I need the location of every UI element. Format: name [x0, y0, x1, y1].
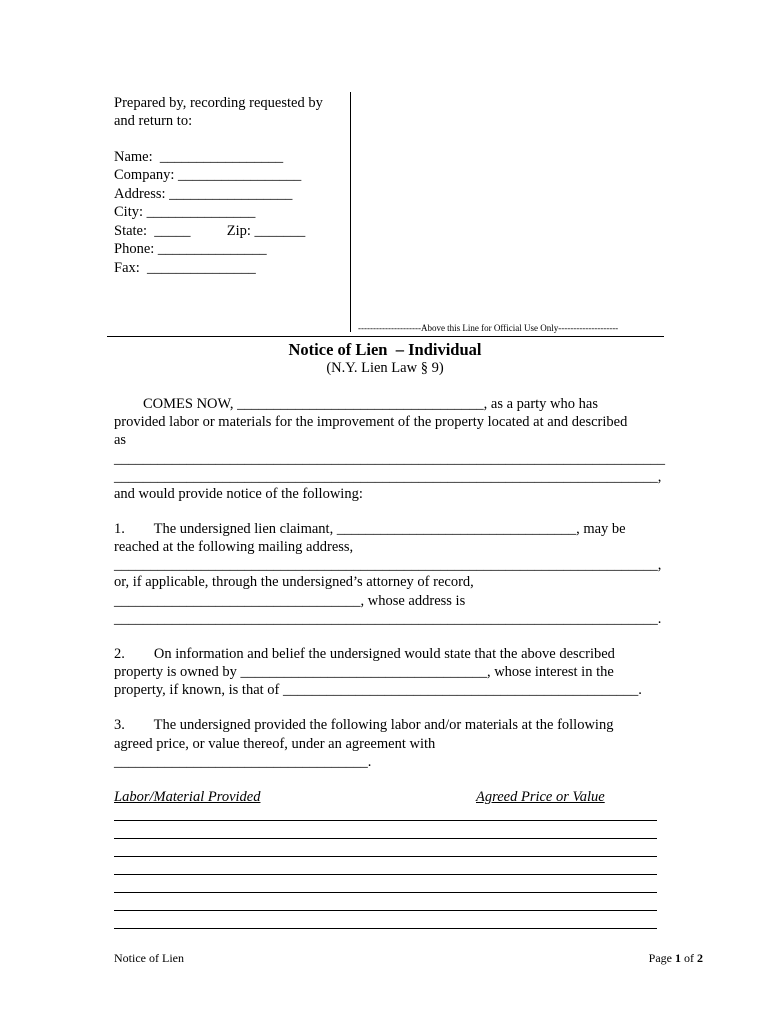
page-prefix: Page [648, 951, 675, 965]
table-blank-line [114, 838, 657, 839]
company-field: Company: _________________ [114, 167, 302, 183]
table-blank-line [114, 892, 657, 893]
document-title: Notice of Lien – Individual [288, 340, 482, 359]
section2-line-1: 2. On information and belief the undersigned would state that the above described [114, 646, 615, 662]
prepared-by-line2: and return to: [114, 113, 193, 129]
table-blank-line [114, 874, 657, 875]
official-use-notice: ---------------------Above this Line for Official Use Only-------------------- [358, 323, 619, 333]
section1-blank-1: ___________________________________________________________________________, [114, 557, 662, 573]
table-blank-line [114, 820, 657, 821]
section3-line-1: 3. The undersigned provided the following labor and/or materials at the following [114, 717, 614, 733]
section1-line-1: 1. The undersigned lien claimant, _________________________________, may be [114, 521, 626, 537]
prepared-by-line1: Prepared by, recording requested by [114, 95, 323, 111]
city-field: City: _______________ [114, 204, 256, 220]
intro-blank-2: ___________________________________________________________________________, [114, 469, 662, 485]
section3-line-2: agreed price, or value thereof, under an agreement with [114, 736, 436, 752]
intro-line-3: as [114, 432, 127, 448]
page-current: 1 [675, 951, 681, 965]
page-of: of [681, 951, 697, 965]
table-blank-line [114, 856, 657, 857]
section3-line-3: ___________________________________. [114, 754, 372, 770]
section1-line-4: __________________________________, whose address is [114, 593, 466, 609]
name-field: Name: _________________ [114, 149, 284, 165]
table-blank-line [114, 928, 657, 929]
state-zip-field: State: _____ Zip: _______ [114, 223, 306, 239]
header-divider-horizontal [107, 336, 664, 337]
intro-line-2: provided labor or materials for the improvement of the property located at and described [114, 414, 628, 430]
document-subtitle: (N.Y. Lien Law § 9) [326, 360, 444, 376]
labor-material-header: Labor/Material Provided [114, 789, 261, 805]
section1-line-3: or, if applicable, through the undersigned’s attorney of record, [114, 574, 474, 590]
page-total: 2 [697, 951, 703, 965]
address-field: Address: _________________ [114, 186, 293, 202]
footer-title: Notice of Lien [114, 951, 184, 965]
agreed-price-header: Agreed Price or Value [476, 789, 605, 805]
phone-field: Phone: _______________ [114, 241, 267, 257]
intro-line-1: COMES NOW, __________________________________, as a party who has [114, 396, 598, 412]
intro-line-4: and would provide notice of the following: [114, 486, 363, 502]
table-blank-line [114, 910, 657, 911]
section2-line-2: property is owned by __________________________________, whose interest in the [114, 664, 614, 680]
section1-line-2: reached at the following mailing address, [114, 539, 354, 555]
intro-blank-1: ____________________________________________________________________________ [114, 451, 665, 467]
header-divider-vertical [350, 92, 351, 332]
section1-blank-2: ___________________________________________________________________________. [114, 611, 662, 627]
section2-line-3: property, if known, is that of _________________________________________________. [114, 682, 642, 698]
page-number [603, 949, 703, 967]
fax-field: Fax: _______________ [114, 260, 256, 276]
